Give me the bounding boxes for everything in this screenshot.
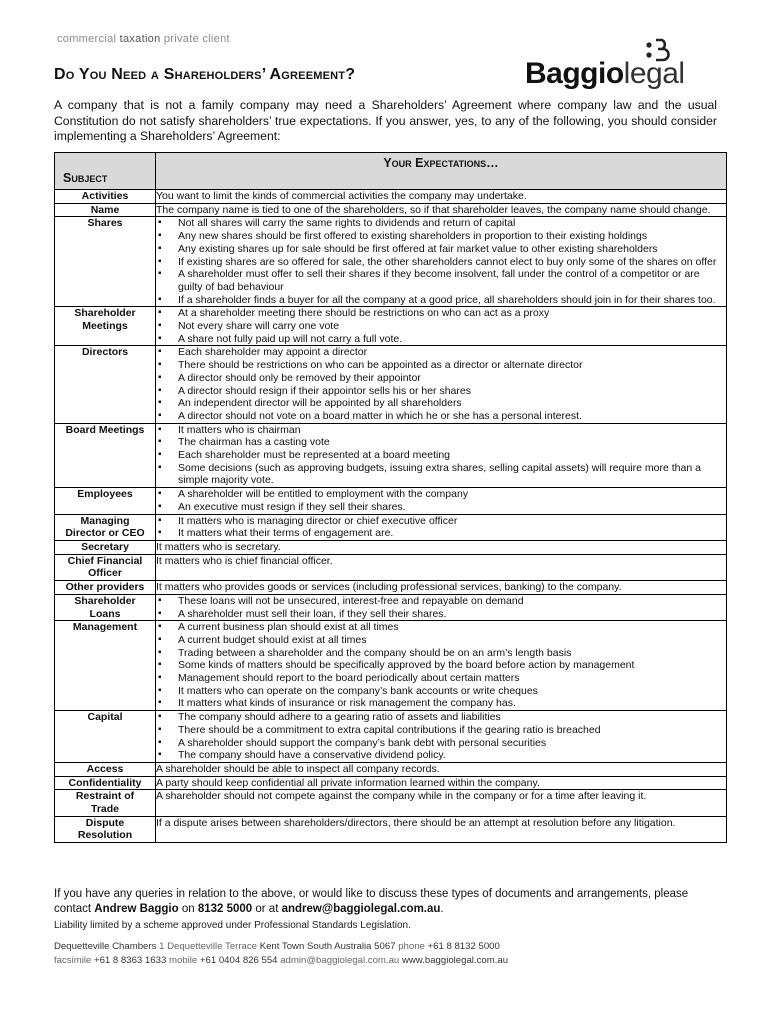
address-fragment: Kent Town South Australia 5067 — [259, 941, 399, 952]
table-row — [55, 776, 727, 790]
expectation-cell — [156, 594, 727, 620]
list-item: ▪ A shareholder must sell their loan, if they sell their shares. — [156, 608, 726, 621]
subject-label: Secretary — [81, 540, 129, 553]
expectation-text: The company name is tied to one of the shareholders, so if that shareholder leaves, the company name should change. — [156, 203, 711, 216]
address-fragment: Dequetteville Chambers — [54, 941, 160, 952]
query-text: If you have any queries in relation to the above, or would like to discuss these types of documents and arrangements, please contact — [54, 888, 689, 915]
expectation-text: It matters who is secretary. — [156, 540, 281, 553]
expectation-bullet-list — [156, 711, 726, 762]
address-fragment: 1 Dequetteville Terrace — [159, 941, 260, 952]
expectation-cell — [156, 776, 727, 790]
subject-label: Capital — [87, 711, 123, 724]
table-row — [55, 790, 727, 816]
firm-tagline — [57, 33, 230, 45]
list-item: ▪ The company should adhere to a gearing ratio of assets and liabilities — [156, 711, 726, 724]
expectation-bullet-list — [156, 217, 726, 306]
expectation-bullet-list — [156, 515, 726, 540]
subject-label: Director or CEO — [65, 527, 145, 540]
list-item: ▪ A current budget should exist at all times — [156, 634, 726, 647]
expectation-text: If a dispute arises between shareholders/directors, there should be an attempt at resolution before any litigation. — [156, 816, 676, 829]
table-row — [55, 307, 727, 346]
expectation-bullet-list — [156, 488, 726, 513]
expectation-text: A party should keep confidential all private information learned within the company. — [156, 776, 540, 789]
expectation-bullet-list — [156, 621, 726, 710]
subject-label: Access — [86, 762, 124, 775]
table-row — [55, 423, 727, 488]
expectation-cell — [156, 514, 727, 540]
list-item: ▪ It matters who can operate on the company’s bank accounts or write cheques — [156, 685, 726, 698]
subject-cell — [55, 621, 156, 711]
address-line-1 — [54, 940, 508, 954]
tagline-taxation: taxation — [119, 33, 161, 45]
list-item: ▪ A shareholder must offer to sell their shares if they become insolvent, fall under the control of a competitor or are guilty of bad behaviour — [156, 268, 726, 293]
tagline-commercial: commercial — [57, 33, 120, 45]
expectation-cell — [156, 621, 727, 711]
subject-label: Dispute — [85, 816, 125, 829]
subject-label: Resolution — [77, 829, 133, 842]
expectation-text: It matters who provides goods or services (including professional services, banking) to the company. — [156, 581, 622, 594]
query-or: or at — [252, 903, 282, 915]
subject-label: Shareholder — [74, 594, 136, 607]
list-item: ▪ There should be a commitment to extra capital contributions if the gearing ratio is breached — [156, 724, 726, 737]
expectation-text: A shareholder should not compete against the company while in the company or for a time after leaving it. — [156, 790, 647, 803]
expectation-bullet-list — [156, 346, 726, 422]
address-fragment: mobile — [168, 954, 200, 966]
subject-label: Chief Financial — [67, 554, 143, 567]
subject-cell — [55, 540, 156, 554]
list-item: ▪ If a shareholder finds a buyer for all the company at a good price, all shareholders should join in for their shares too. — [156, 294, 726, 307]
list-item: ▪ Trading between a shareholder and the company should be on an arm’s length basis — [156, 647, 726, 660]
expectation-cell — [156, 423, 727, 488]
expectation-cell — [156, 307, 727, 346]
subject-label: Management — [72, 621, 138, 634]
subject-column-header: Subject — [55, 153, 156, 190]
table-row — [55, 488, 727, 514]
subject-label: Activities — [81, 190, 129, 202]
list-item: ▪ Some kinds of matters should be specifically approved by the board before action by management — [156, 659, 726, 672]
list-item: ▪ A current business plan should exist at all times — [156, 621, 726, 634]
expectation-cell — [156, 581, 727, 595]
subject-label: Restraint of — [75, 790, 135, 803]
subject-label: Directors — [81, 346, 129, 359]
expectation-cell — [156, 540, 727, 554]
expectation-cell — [156, 554, 727, 580]
table-row — [55, 594, 727, 620]
liability-notice: Liability limited by a scheme approved under Professional Standards Legislation. — [54, 920, 411, 931]
expectation-cell — [156, 203, 727, 217]
table-row — [55, 203, 727, 217]
subject-label: Managing — [80, 514, 130, 527]
list-item: ▪ It matters what kinds of insurance or risk management the company has. — [156, 697, 726, 710]
expectation-text: You want to limit the kinds of commercial activities the company may undertake. — [156, 190, 527, 202]
list-item: ▪ Each shareholder may appoint a director — [156, 346, 726, 359]
table-row — [55, 816, 727, 842]
subject-cell — [55, 554, 156, 580]
list-item: ▪ Management should report to the board periodically about certain matters — [156, 672, 726, 685]
contact-email[interactable]: andrew@baggiolegal.com.au — [281, 903, 441, 915]
subject-cell — [55, 594, 156, 620]
address-line-2 — [54, 954, 508, 968]
company-logo — [525, 59, 685, 89]
document-title: Do You Need a Shareholders’ Agreement? — [54, 66, 356, 83]
list-item: ▪ Each shareholder must be represented at a board meeting — [156, 449, 726, 462]
subject-cell — [55, 514, 156, 540]
list-item: ▪ Any new shares should be first offered to existing shareholders in proportion to their existing holdings — [156, 230, 726, 243]
subject-cell — [55, 423, 156, 488]
address-fragment: facsimile — [54, 954, 94, 966]
table-row — [55, 346, 727, 423]
table-body — [55, 190, 727, 843]
subject-label: Employees — [77, 488, 133, 501]
expectations-table — [54, 152, 727, 843]
list-item: ▪ Some decisions (such as approving budgets, issuing extra shares, selling capital assets) will require more than a simple majority vote. — [156, 462, 726, 487]
address-fragment: www.baggiolegal.com.au — [401, 954, 509, 966]
list-item: ▪ It matters what their terms of engagement are. — [156, 527, 726, 540]
expectation-cell — [156, 346, 727, 423]
address-fragment: +61 0404 826 554 — [199, 954, 281, 966]
table-row — [55, 217, 727, 307]
logo-bold-text: Baggio — [525, 57, 624, 90]
list-item: ▪ A shareholder will be entitled to employment with the company — [156, 488, 726, 501]
table-row — [55, 554, 727, 580]
subject-cell — [55, 203, 156, 217]
contact-name: Andrew Baggio — [94, 903, 179, 915]
subject-cell — [55, 790, 156, 816]
list-item: ▪ An independent director will be appointed by all shareholders — [156, 397, 726, 410]
list-item: ▪ A share not fully paid up will not carry a full vote. — [156, 333, 726, 346]
address-fragment: +61 8 8132 5000 — [427, 941, 500, 952]
list-item: ▪ If existing shares are so offered for sale, the other shareholders cannot elect to buy only some of the shares on offer — [156, 256, 726, 269]
expectation-cell — [156, 217, 727, 307]
subject-cell — [55, 581, 156, 595]
list-item: ▪ It matters who is chairman — [156, 424, 726, 437]
table-row — [55, 621, 727, 711]
subject-label: Meetings — [82, 320, 128, 333]
list-item: ▪ A shareholder should support the company’s bank debt with personal securities — [156, 737, 726, 750]
subject-label: Officer — [88, 567, 122, 580]
expectation-text: It matters who is chief financial officer. — [156, 554, 333, 567]
list-item: ▪ A director should resign if their appointor sells his or her shares — [156, 385, 726, 398]
subject-label: Board Meetings — [65, 423, 145, 436]
list-item: ▪ Not all shares will carry the same rights to dividends and return of capital — [156, 217, 726, 230]
list-item: ▪ These loans will not be unsecured, interest-free and repayable on demand — [156, 595, 726, 608]
subject-cell — [55, 776, 156, 790]
logo-light-text: legal — [623, 57, 685, 90]
list-item: ▪ There should be restrictions on who can be appointed as a director or alternate director — [156, 359, 726, 372]
table-row — [55, 762, 727, 776]
subject-cell — [55, 190, 156, 204]
subject-label: Shares — [87, 217, 123, 230]
expectation-text: A shareholder should be able to inspect all company records. — [156, 762, 440, 775]
list-item: ▪ At a shareholder meeting there should be restrictions on who can act as a proxy — [156, 307, 726, 320]
expectation-cell — [156, 762, 727, 776]
expectations-column-header: Your Expectations… — [156, 153, 727, 190]
list-item: ▪ Any existing shares up for sale should be first offered at fair market value to other existing shareholders — [156, 243, 726, 256]
subject-label: Confidentiality — [68, 776, 142, 789]
expectation-bullet-list — [156, 595, 726, 620]
query-on: on — [178, 903, 198, 915]
expectation-cell — [156, 488, 727, 514]
table-row — [55, 581, 727, 595]
address-fragment: admin@baggiolegal.com.au — [280, 954, 402, 966]
expectation-cell — [156, 190, 727, 204]
expectation-cell — [156, 790, 727, 816]
table-row — [55, 711, 727, 763]
expectation-bullet-list — [156, 424, 726, 488]
list-item: ▪ The chairman has a casting vote — [156, 436, 726, 449]
table-row — [55, 514, 727, 540]
subject-label: Other providers — [65, 581, 145, 594]
contact-phone: 8132 5000 — [197, 903, 253, 915]
expectation-bullet-list — [156, 307, 726, 345]
list-item: ▪ It matters who is managing director or chief executive officer — [156, 515, 726, 528]
expectation-cell — [156, 711, 727, 763]
subject-label: Name — [90, 203, 120, 216]
subject-label: Loans — [89, 607, 121, 620]
table-row — [55, 540, 727, 554]
subject-cell — [55, 762, 156, 776]
subject-label: Shareholder — [74, 307, 136, 320]
tagline-private-client: private client — [160, 33, 230, 45]
subject-label: Trade — [90, 803, 119, 816]
contact-paragraph — [54, 887, 719, 917]
subject-cell — [55, 346, 156, 423]
subject-cell — [55, 488, 156, 514]
subject-cell — [55, 217, 156, 307]
subject-cell — [55, 307, 156, 346]
address-fragment: phone — [398, 941, 428, 952]
expectation-cell — [156, 816, 727, 842]
subject-cell — [55, 816, 156, 842]
address-fragment: +61 8 8363 1633 — [93, 954, 169, 966]
list-item: ▪ Not every share will carry one vote — [156, 320, 726, 333]
address-block — [54, 940, 508, 967]
subject-cell — [55, 711, 156, 763]
list-item: ▪ An executive must resign if they sell their shares. — [156, 501, 726, 514]
intro-paragraph: A company that is not a family company may need a Shareholders’ Agreement where company law and the usual Constitution do not satisfy shareholders’ true expectations. If you answer, yes, to any of the following, you should consider implementing a Shareholders’ Agreement: — [54, 98, 717, 143]
table-header-row — [55, 153, 727, 190]
table-row — [55, 190, 727, 204]
query-end: . — [440, 903, 444, 915]
list-item: ▪ A director should only be removed by their appointor — [156, 372, 726, 385]
list-item: ▪ The company should have a conservative dividend policy. — [156, 749, 726, 762]
list-item: ▪ A director should not vote on a board matter in which he or she has a personal interest. — [156, 410, 726, 423]
